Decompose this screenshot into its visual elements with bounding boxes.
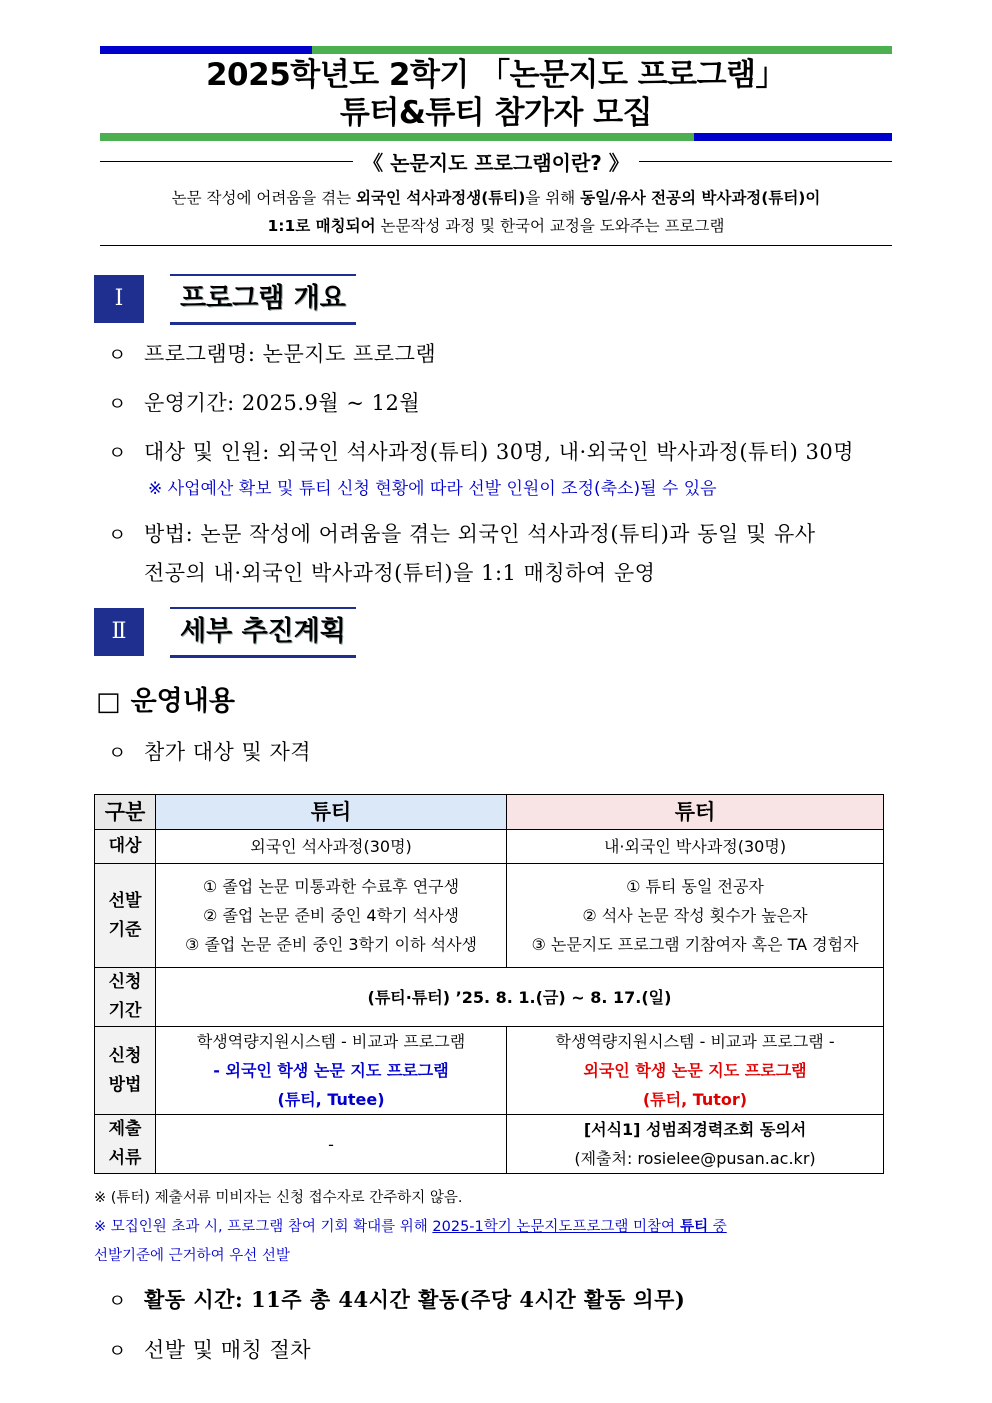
desc-bold: 1:1로 매칭되어 [267, 217, 376, 235]
bullet-method-cont [144, 553, 904, 593]
section-2-numeral: Ⅱ [94, 608, 144, 656]
method-line: 학생역량지원시스템 - 비교과 프로그램 [196, 1032, 466, 1051]
subheading-rule-left [100, 161, 353, 162]
bullet-text: 전공의 내·외국인 박사과정(튜터)을 1:1 매칭하여 운영 [144, 561, 656, 585]
square-bullet-icon: □ [96, 687, 121, 717]
program-description-line2 [100, 212, 892, 240]
bullet-text: 프로그램명: 논문지도 프로그램 [144, 342, 437, 366]
criteria-item: ① 졸업 논문 미통과한 수료후 연구생 [202, 877, 460, 896]
tutor-criteria [507, 864, 884, 968]
footnote-priority [94, 1213, 894, 1242]
bullet-text: 방법: 논문 작성에 어려움을 겪는 외국인 석사과정(튜티)과 동일 및 유사 [144, 522, 816, 546]
bullet-text: 활동 시간: 11주 총 44시간 활동(주당 4시간 활동 의무) [144, 1287, 686, 1312]
subheading-rule-right [639, 161, 892, 162]
label-line: 서류 [108, 1148, 142, 1168]
header-bar-bottom-blue [694, 133, 892, 141]
method-line: (튜티, Tutee) [277, 1090, 385, 1109]
bullet-circle-icon: ㅇ [108, 742, 127, 764]
table-row [95, 1115, 884, 1174]
document-line: [서식1] 성범죄경력조회 동의서 [583, 1120, 807, 1139]
row-label-method [95, 1027, 156, 1115]
label-line: 기간 [108, 1001, 142, 1021]
operation-content-heading [96, 682, 235, 722]
bullet-text: 선발 및 매칭 절차 [144, 1338, 312, 1362]
description-divider [100, 245, 892, 246]
bullet-method [108, 514, 898, 555]
bullet-circle-icon: ㅇ [108, 393, 127, 415]
label-line: 신청 [108, 972, 142, 992]
bullet-target [108, 432, 898, 473]
footnote-underlined: 2025-1학기 논문지도프로그램 미참여 [432, 1219, 676, 1235]
tutee-criteria [156, 864, 507, 968]
header-tutor: 튜터 [507, 795, 884, 830]
desc-text: 논문 작성에 어려움을 겪는 [171, 189, 357, 207]
bullet-selection [108, 1330, 898, 1371]
bullet-qualification [108, 732, 898, 773]
row-label-documents [95, 1115, 156, 1174]
bullet-text: 운영기간: 2025.9월 ~ 12월 [144, 391, 421, 415]
table-row [95, 1027, 884, 1115]
footnote-documents: ※ (튜터) 제출서류 미비자는 신청 접수자로 간주하지 않음. [94, 1190, 463, 1206]
program-intro-heading [100, 146, 892, 176]
header-tutee: 튜티 [156, 795, 507, 830]
method-line: (튜터, Tutor) [642, 1090, 748, 1109]
criteria-item: ③ 논문지도 프로그램 기참여자 혹은 TA 경험자 [531, 935, 859, 954]
eligibility-table [94, 794, 884, 1174]
row-label-criteria [95, 864, 156, 968]
bullet-activity-time [108, 1280, 898, 1321]
application-period: (튜티·튜터) ’25. 8. 1.(금) ~ 8. 17.(일) [156, 968, 884, 1027]
table-header-row [95, 795, 884, 830]
subheading-text: 《 논문지도 프로그램이란? 》 [363, 150, 629, 175]
criteria-item: ② 졸업 논문 준비 중인 4학기 석사생 [203, 906, 459, 925]
header-gubun: 구분 [95, 795, 156, 830]
method-line: 학생역량지원시스템 - 비교과 프로그램 - [555, 1032, 835, 1051]
criteria-item: ① 튜티 동일 전공자 [626, 877, 764, 896]
page-title-line1: 2025학년도 2학기 「논문지도 프로그램」 [205, 57, 787, 93]
document-line: (제출처: rosielee@pusan.ac.kr) [574, 1149, 816, 1168]
desc-text: 을 위해 [525, 189, 581, 207]
table-row [95, 830, 884, 864]
criteria-item: ③ 졸업 논문 준비 중인 3학기 이하 석사생 [185, 935, 477, 954]
footnote-bold: 튜티 [675, 1219, 709, 1235]
page-title-line2: 튜터&튜티 참가자 모집 [339, 95, 653, 131]
bullet-text: 대상 및 인원: 외국인 석사과정(튜티) 30명, 내·외국인 박사과정(튜터) 30명 [144, 440, 854, 464]
footnote-priority-cont: 선발기준에 근거하여 우선 선발 [94, 1248, 290, 1264]
section-1-numeral: Ⅰ [94, 275, 144, 323]
label-line: 선발 [108, 890, 142, 911]
program-description-line1 [100, 184, 892, 212]
bullet-circle-icon: ㅇ [108, 344, 127, 366]
criteria-item: ② 석사 논문 작성 횟수가 높은자 [582, 906, 808, 925]
tutee-documents: - [156, 1115, 507, 1174]
label-line: 기준 [108, 919, 142, 940]
desc-text: 논문작성 과정 및 한국어 교정을 도와주는 프로그램 [375, 217, 725, 235]
tutee-target: 외국인 석사과정(30명) [156, 830, 507, 864]
method-line: - 외국인 학생 논문 지도 프로그램 [213, 1061, 449, 1080]
tutor-application-method [507, 1027, 884, 1115]
header-bar-top-green [312, 46, 892, 54]
budget-note: ※ 사업예산 확보 및 튜티 신청 현황에 따라 선발 인원이 조정(축소)될 수 있음 [148, 479, 717, 499]
tutee-application-method [156, 1027, 507, 1115]
method-line: 외국인 학생 논문 지도 프로그램 [583, 1061, 807, 1080]
bullet-circle-icon: ㅇ [108, 524, 127, 546]
label-line: 신청 [108, 1045, 142, 1066]
label-line: 방법 [108, 1074, 142, 1095]
bullet-circle-icon: ㅇ [108, 1340, 127, 1362]
footnote-underlined: 중 [708, 1219, 727, 1235]
table-row [95, 864, 884, 968]
section-2-title: 세부 추진계획 [170, 607, 356, 658]
bullet-text: 참가 대상 및 자격 [144, 740, 312, 764]
row-label-target: 대상 [95, 830, 156, 864]
header-bar-top-blue [100, 46, 312, 54]
table-row [95, 968, 884, 1027]
desc-bold: 동일/유사 전공의 박사과정(튜터)이 [580, 189, 821, 207]
operation-content-title: 운영내용 [130, 686, 235, 717]
bullet-circle-icon: ㅇ [108, 1290, 127, 1312]
bullet-circle-icon: ㅇ [108, 442, 127, 464]
header-bar-bottom-green [100, 133, 694, 141]
footnote-text: ※ 모집인원 초과 시, 프로그램 참여 기회 확대를 위해 [94, 1219, 433, 1235]
tutor-documents [507, 1115, 884, 1174]
bullet-period [108, 383, 898, 424]
label-line: 제출 [108, 1119, 142, 1139]
bullet-program-name [108, 334, 898, 375]
tutor-target: 내·외국인 박사과정(30명) [507, 830, 884, 864]
section-1-title: 프로그램 개요 [170, 274, 356, 325]
row-label-period [95, 968, 156, 1027]
desc-bold: 외국인 석사과정생(튜티) [356, 189, 526, 207]
